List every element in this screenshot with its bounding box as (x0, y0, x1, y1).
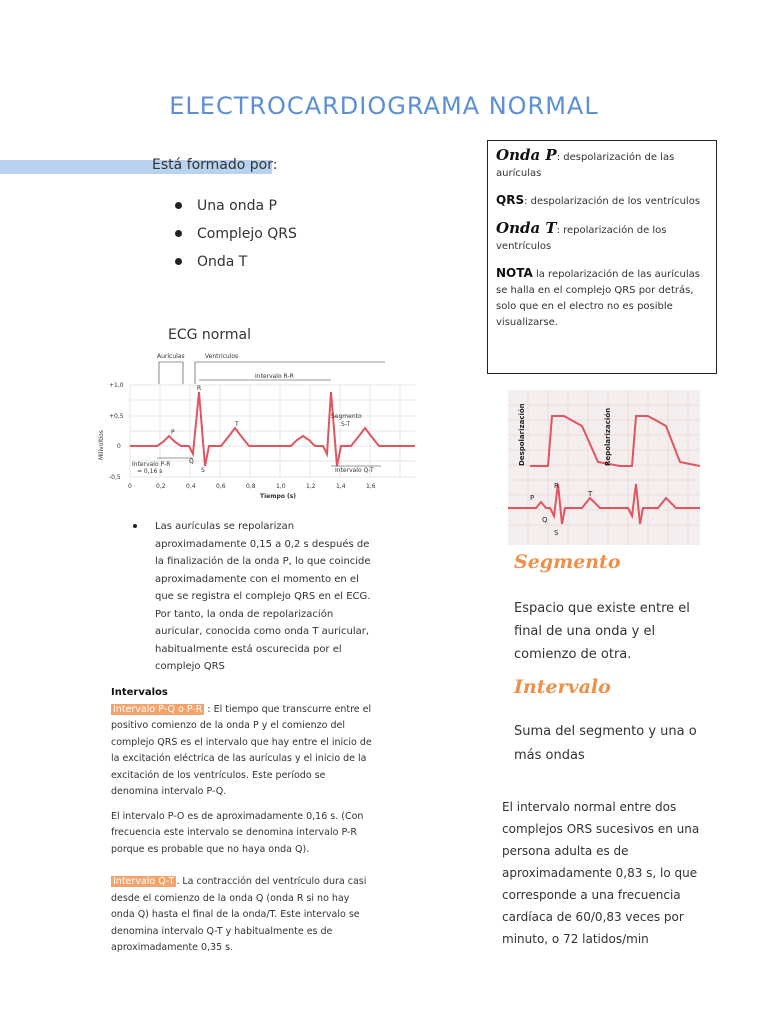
t-label: T (588, 490, 593, 498)
onda-p-label: Onda P (496, 146, 557, 164)
onda-p-text: : despolarización de las aurículas (496, 152, 675, 179)
segmento-text: Espacio que existe entre el final de una onda y el comienzo de otra. (514, 601, 690, 662)
xtick: 1,4 (336, 483, 346, 490)
xtick: 0,8 (246, 483, 256, 490)
nota-label: NOTA (496, 266, 533, 280)
pq-paragraph (111, 702, 373, 801)
st-label: S-T (341, 421, 351, 428)
q-label: Q (189, 458, 194, 465)
xtick: 1,2 (306, 483, 316, 490)
segmento-heading: Segmento (514, 551, 621, 573)
formado-label: Está formado por: (152, 157, 278, 173)
onda-t-label: Onda T (496, 219, 557, 237)
qrs-label: QRS (496, 193, 525, 207)
normal-interval-text: El intervalo normal entre dos complejos ORS sucesivos en una persona adulta es de aproximadamente 0,83 s, lo que corresponde a una frecuencia cardíaca de 60/0,83 veces por minuto, o 72 latidos/min (502, 800, 700, 946)
despol-label: Despolarización (518, 403, 526, 466)
ytick: -0,5 (109, 474, 121, 481)
y-axis-label: Milivoltios (98, 430, 105, 460)
p-label: P (171, 429, 175, 436)
qt-label: Intervalo Q-T (113, 876, 175, 887)
intervalo-qt-label: Intervalo Q-T (335, 467, 374, 474)
x-axis-label: Tiempo (s) (260, 493, 297, 500)
auricular-note (133, 518, 378, 676)
components-list (170, 195, 297, 279)
intervalo-pr-label: Intervalo P-R (132, 461, 171, 468)
xtick: 1,0 (276, 483, 286, 490)
r-label: R (554, 482, 559, 490)
xtick: 0,6 (216, 483, 226, 490)
ecg-label: ECG normal (168, 327, 251, 343)
pq-extra: El intervalo P-O es de aproximadamente 0,16 s. (Con frecuencia este intervalo se denomina intervalo P-R porque es probable que no haya onda Q). (111, 810, 364, 855)
s-label: S (554, 529, 559, 537)
q-label: Q (542, 516, 548, 524)
qrs-text: : despolarización de los ventrículos (524, 196, 701, 207)
repol-label: Repolarización (604, 407, 612, 466)
nota-text: la repolarización de las aurículas se halla en el complejo QRS por detrás, solo que en el electro no es posible visualizarse. (496, 269, 700, 328)
intervalo-rr-label: Intervalo R-R (255, 373, 294, 380)
r-label: R (197, 385, 202, 392)
pr-value: = 0,16 s (137, 468, 163, 475)
intervalo-heading: Intervalo (514, 676, 611, 698)
ytick: +1,0 (109, 382, 124, 389)
xtick: 1,6 (366, 483, 376, 490)
ecg-figure (95, 350, 415, 502)
intervalos-heading: Intervalos (111, 687, 168, 698)
onda-t-text: : repolarización de los ventrículos (496, 225, 667, 252)
def-nota (496, 265, 708, 331)
list-item: Una onda P (170, 195, 297, 223)
pq-label: Intervalo P-Q o P-R (113, 703, 203, 715)
xtick: 0,4 (186, 483, 196, 490)
auricular-note-text: Las aurículas se repolarizan aproximadamente 0,15 a 0,2 s después de la finalización de la onda P, lo que coincide aproximadamente con el momento en el que se registra el complejo QRS en el ECG. Por tanto, la onda de repolarización auricular, conocida como onda T auricular, habitualmente está oscurecida por el complejo QRS (155, 521, 371, 672)
ytick: +0,5 (109, 413, 124, 420)
s-label: S (201, 467, 205, 474)
intervalos-section (111, 685, 373, 965)
p-label: P (530, 494, 535, 502)
bullet-dot (133, 524, 137, 528)
pq-text: : El tiempo que transcurre entre el positivo comienzo de la onda P y el comienzo del complejo QRS es el intervalo que hay entre el inicio de la excitación eléctrica de las aurículas y el inicio de la excitación de los ventrículos. Este período se denomina intervalo P-Q. (111, 703, 372, 797)
auriculas-label: Aurículas (157, 353, 185, 360)
def-onda-t (496, 220, 708, 255)
def-qrs (496, 192, 708, 210)
qt-paragraph (111, 874, 373, 957)
xtick: 0,2 (156, 483, 166, 490)
definitions-box (487, 140, 717, 374)
page-title: ELECTROCARDIOGRAMA NORMAL (169, 92, 599, 120)
intervalo-text: Suma del segmento y una o más ondas (514, 724, 697, 763)
xtick: 0 (128, 483, 132, 490)
list-item: Complejo QRS (170, 223, 297, 251)
t-label: T (235, 421, 239, 428)
ytick: 0 (117, 443, 121, 450)
depol-repol-figure (508, 390, 700, 545)
def-onda-p (496, 147, 708, 182)
qt-text: . La contracción del ventrículo dura casi desde el comienzo de la onda Q (onda R si no hay onda Q) hasta el final de la onda/T. Este intervalo se denomina intervalo Q-T y habitualmente es de aproximadamente 0,35 s. (111, 876, 367, 953)
segmento-label: Segmento (331, 413, 362, 420)
ventriculos-label: Ventrículos (205, 353, 239, 360)
list-item: Onda T (170, 251, 297, 279)
